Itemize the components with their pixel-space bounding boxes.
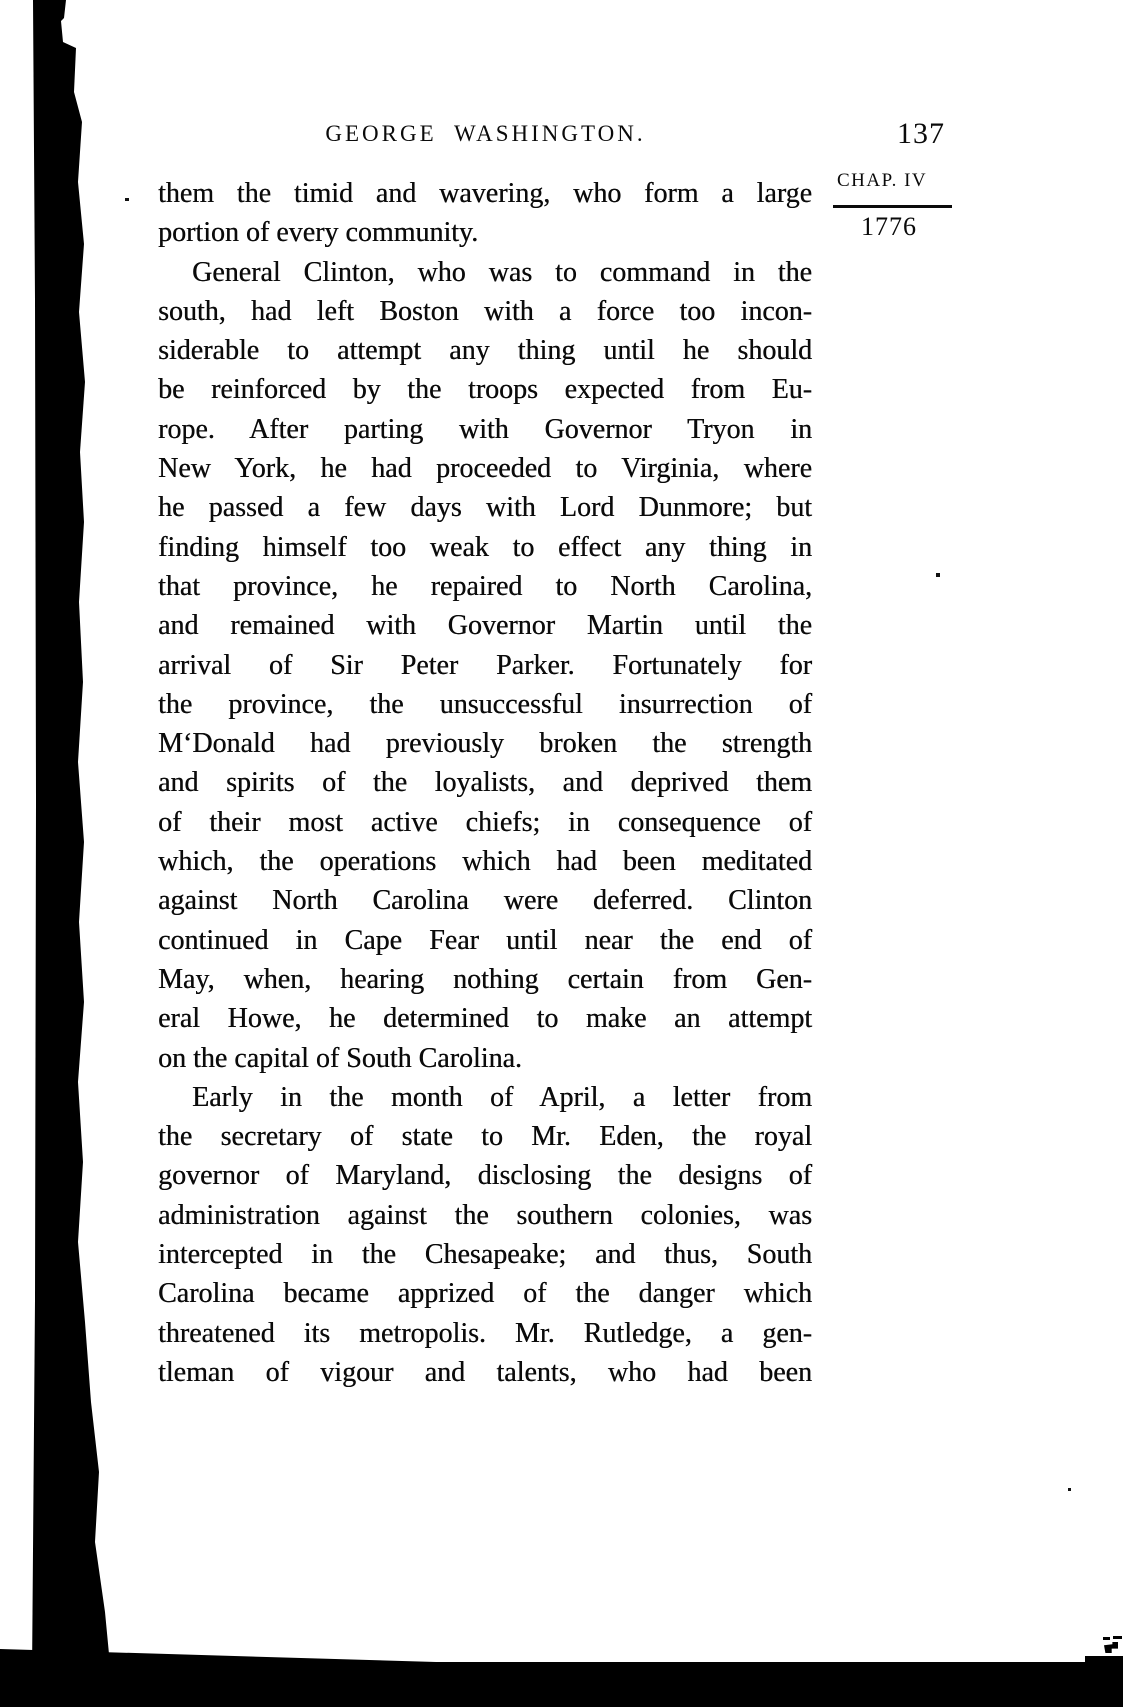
text-line: which, the operations which had been meditated <box>158 846 812 878</box>
margin-note-rule <box>833 205 952 208</box>
text-line: eral Howe, he determined to make an attempt <box>158 1003 812 1035</box>
text-line: the secretary of state to Mr. Eden, the royal <box>158 1121 812 1153</box>
page-number: 137 <box>897 117 945 150</box>
text-line: he passed a few days with Lord Dunmore; but <box>158 492 812 524</box>
text-line: tleman of vigour and talents, who had been <box>158 1356 812 1388</box>
year-margin-note: 1776 <box>861 212 917 241</box>
text-line: May, when, hearing nothing certain from Gen- <box>158 963 812 995</box>
book-gutter-shadow <box>28 0 120 1675</box>
scan-ink-mark <box>1103 1637 1110 1640</box>
text-line: Early in the month of April, a letter from <box>192 1081 812 1113</box>
text-line: Carolina became apprized of the danger which <box>158 1278 812 1310</box>
text-line: finding himself too weak to effect any thing in <box>158 531 812 563</box>
text-line: General Clinton, who was to command in the <box>192 256 812 288</box>
text-line: them the timid and wavering, who form a large <box>158 178 812 209</box>
chapter-margin-note: CHAP. IV <box>837 170 928 191</box>
text-line: south, had left Boston with a force too incon- <box>158 295 812 327</box>
text-line: the province, the unsuccessful insurrection of <box>158 688 812 720</box>
text-line: rope. After parting with Governor Tryon in <box>158 413 812 445</box>
running-header: GEORGE WASHINGTON. <box>325 121 646 146</box>
text-line: continued in Cape Fear until near the end of <box>158 924 812 956</box>
body-text-column <box>158 174 812 1392</box>
text-line: on the capital of South Carolina. <box>158 1042 522 1074</box>
text-line: against North Carolina were deferred. Clinton <box>158 885 812 917</box>
scan-speck <box>936 573 940 577</box>
scan-edge-artifact <box>1085 1656 1123 1666</box>
text-line: and remained with Governor Martin until the <box>158 610 812 642</box>
text-line: arrival of Sir Peter Parker. Fortunately for <box>158 649 812 681</box>
scan-ink-mark <box>1104 1642 1118 1653</box>
text-line: siderable to attempt any thing until he should <box>158 335 812 367</box>
text-line: administration against the southern colonies, was <box>158 1199 812 1231</box>
text-line: portion of every community. <box>158 217 479 249</box>
text-line: of their most active chiefs; in consequence of <box>158 806 812 838</box>
scan-speck <box>1068 1488 1071 1491</box>
text-line: governor of Maryland, disclosing the designs of <box>158 1160 812 1192</box>
text-line: and spirits of the loyalists, and deprived them <box>158 767 812 799</box>
text-line: be reinforced by the troops expected from Eu- <box>158 374 812 406</box>
scan-ink-mark <box>1113 1636 1122 1639</box>
scan-bottom-bar <box>0 1662 1123 1707</box>
text-line: intercepted in the Chesapeake; and thus, South <box>158 1239 812 1271</box>
scan-speck <box>125 198 129 201</box>
text-line: threatened its metropolis. Mr. Rutledge, a gen- <box>158 1317 812 1349</box>
text-line: New York, he had proceeded to Virginia, where <box>158 453 812 485</box>
text-line: that province, he repaired to North Carolina, <box>158 570 812 602</box>
text-line: M‘Donald had previously broken the strength <box>158 728 812 760</box>
